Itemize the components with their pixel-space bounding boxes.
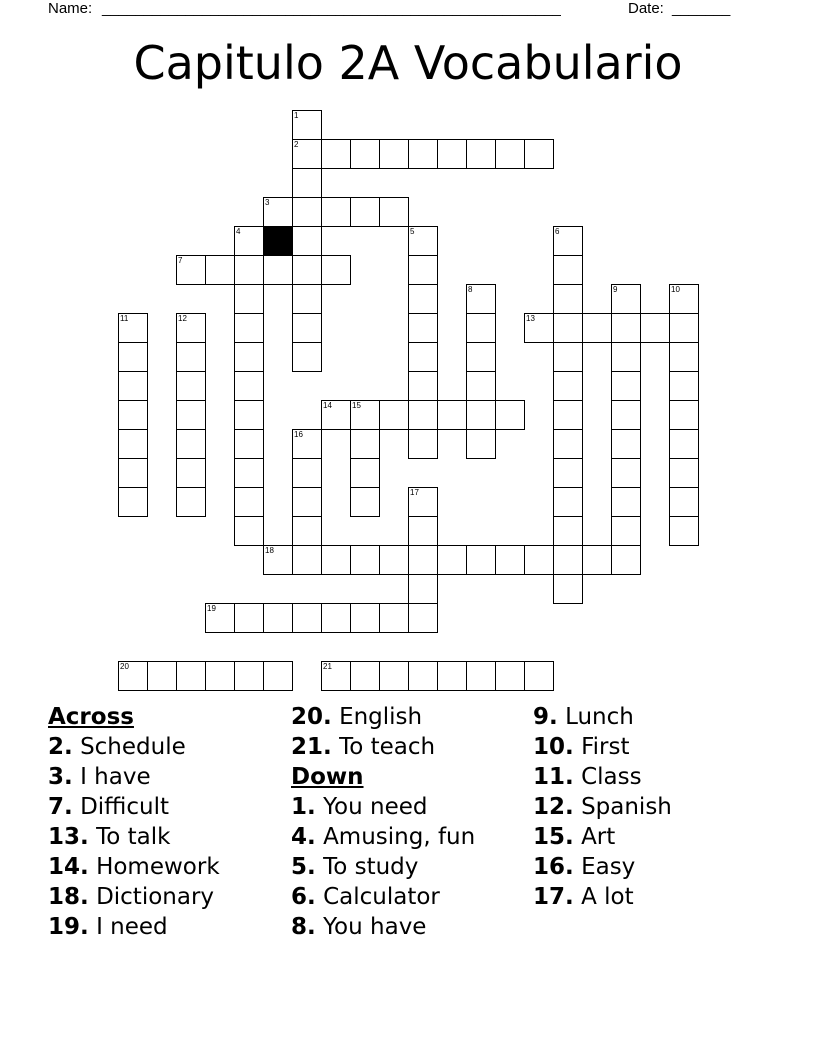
crossword-cell[interactable] <box>466 545 496 575</box>
crossword-cell[interactable] <box>176 255 206 285</box>
clue-number: 10. <box>533 734 574 760</box>
crossword-cell[interactable] <box>234 371 264 401</box>
crossword-cell[interactable] <box>292 139 322 169</box>
crossword-cell[interactable] <box>292 429 322 459</box>
clue-item <box>48 762 220 792</box>
cell-number: 10 <box>671 285 680 294</box>
crossword-cell[interactable] <box>350 545 380 575</box>
crossword-cell[interactable] <box>582 545 612 575</box>
crossword-cell[interactable] <box>437 661 467 691</box>
crossword-cell[interactable] <box>408 371 438 401</box>
crossword-cell[interactable] <box>176 371 206 401</box>
crossword-cell[interactable] <box>553 545 583 575</box>
crossword-cell[interactable] <box>205 661 235 691</box>
clue-item <box>291 912 475 942</box>
crossword-cell[interactable] <box>263 545 293 575</box>
cell-number: 21 <box>323 662 332 671</box>
crossword-cell[interactable] <box>176 429 206 459</box>
crossword-cell[interactable] <box>234 458 264 488</box>
cell-number: 19 <box>207 604 216 613</box>
crossword-cell[interactable] <box>350 603 380 633</box>
clue-item <box>48 732 220 762</box>
crossword-cell[interactable] <box>176 313 206 343</box>
crossword-cell[interactable] <box>263 255 293 285</box>
crossword-cell[interactable] <box>118 661 148 691</box>
crossword-cell[interactable] <box>321 661 351 691</box>
clues-column-3 <box>533 702 672 912</box>
date-field[interactable]: _______ <box>672 0 731 17</box>
crossword-cell[interactable] <box>118 400 148 430</box>
crossword-cell[interactable] <box>669 284 699 314</box>
clue-number: 9. <box>533 704 558 730</box>
clues-column-1 <box>48 702 220 942</box>
clue-item <box>291 792 475 822</box>
crossword-cell[interactable] <box>350 661 380 691</box>
clue-heading: Across <box>48 704 134 730</box>
crossword-cell[interactable] <box>466 429 496 459</box>
clue-number: 19. <box>48 914 89 940</box>
crossword-cell[interactable] <box>553 516 583 546</box>
clue-number: 20. <box>291 704 332 730</box>
crossword-cell[interactable] <box>234 661 264 691</box>
clue-number: 15. <box>533 824 574 850</box>
crossword-cell[interactable] <box>669 487 699 517</box>
black-cell <box>263 226 293 256</box>
crossword-cell[interactable] <box>292 226 322 256</box>
clue-item <box>48 912 220 942</box>
clue-item <box>533 732 672 762</box>
cell-number: 9 <box>613 285 618 294</box>
date-label: Date: <box>628 0 664 17</box>
crossword-cell[interactable] <box>611 371 641 401</box>
crossword-cell[interactable] <box>669 313 699 343</box>
clue-text: Lunch <box>565 704 634 730</box>
crossword-cell[interactable] <box>466 139 496 169</box>
clue-text: To study <box>323 854 419 880</box>
crossword-cell[interactable] <box>292 516 322 546</box>
clue-text: Difficult <box>80 794 170 820</box>
crossword-cell[interactable] <box>292 197 322 227</box>
cell-number: 16 <box>294 430 303 439</box>
crossword-cell[interactable] <box>611 516 641 546</box>
crossword-cell[interactable] <box>495 400 525 430</box>
clue-item <box>48 792 220 822</box>
clue-text: English <box>339 704 423 730</box>
crossword-cell[interactable] <box>379 400 409 430</box>
crossword-cell[interactable] <box>408 661 438 691</box>
clue-number: 2. <box>48 734 73 760</box>
crossword-cell[interactable] <box>350 197 380 227</box>
clue-item <box>48 882 220 912</box>
crossword-cell[interactable] <box>176 400 206 430</box>
crossword-cell[interactable] <box>408 574 438 604</box>
crossword-cell[interactable] <box>553 226 583 256</box>
cell-number: 20 <box>120 662 129 671</box>
cell-number: 15 <box>352 401 361 410</box>
clue-text: Easy <box>581 854 636 880</box>
crossword-cell[interactable] <box>611 284 641 314</box>
crossword-cell[interactable] <box>669 429 699 459</box>
clue-item <box>291 852 475 882</box>
crossword-cell[interactable] <box>292 342 322 372</box>
crossword-cell[interactable] <box>234 284 264 314</box>
crossword-cell[interactable] <box>379 661 409 691</box>
crossword-cell[interactable] <box>611 429 641 459</box>
crossword-cell[interactable] <box>118 487 148 517</box>
crossword-cell[interactable] <box>524 313 554 343</box>
crossword-cell[interactable] <box>408 284 438 314</box>
crossword-cell[interactable] <box>524 545 554 575</box>
crossword-cell[interactable] <box>553 487 583 517</box>
clue-item <box>48 822 220 852</box>
crossword-cell[interactable] <box>292 110 322 140</box>
page-title: Capitulo 2A Vocabulario <box>133 36 683 90</box>
crossword-cell[interactable] <box>292 487 322 517</box>
cell-number: 11 <box>120 314 129 323</box>
crossword-cell[interactable] <box>408 487 438 517</box>
crossword-cell[interactable] <box>350 458 380 488</box>
crossword-cell[interactable] <box>553 400 583 430</box>
clue-number: 3. <box>48 764 73 790</box>
crossword-cell[interactable] <box>524 139 554 169</box>
crossword-cell[interactable] <box>524 661 554 691</box>
crossword-cell[interactable] <box>118 342 148 372</box>
crossword-cell[interactable] <box>553 458 583 488</box>
clue-text: I need <box>96 914 168 940</box>
clue-number: 16. <box>533 854 574 880</box>
clue-item <box>291 732 475 762</box>
clue-number: 17. <box>533 884 574 910</box>
crossword-cell[interactable] <box>466 313 496 343</box>
crossword-cell[interactable] <box>408 516 438 546</box>
crossword-cell[interactable] <box>234 487 264 517</box>
cell-number: 4 <box>236 227 241 236</box>
crossword-cell[interactable] <box>379 603 409 633</box>
crossword-cell[interactable] <box>321 255 351 285</box>
crossword-cell[interactable] <box>408 313 438 343</box>
crossword-cell[interactable] <box>205 255 235 285</box>
cell-number: 2 <box>294 140 299 149</box>
crossword-cell[interactable] <box>582 313 612 343</box>
crossword-cell[interactable] <box>553 313 583 343</box>
crossword-cell[interactable] <box>234 226 264 256</box>
crossword-cell[interactable] <box>437 545 467 575</box>
clue-item <box>533 792 672 822</box>
crossword-cell[interactable] <box>118 429 148 459</box>
crossword-cell[interactable] <box>408 603 438 633</box>
crossword-cell[interactable] <box>118 371 148 401</box>
clue-item <box>533 822 672 852</box>
crossword-cell[interactable] <box>234 313 264 343</box>
clue-text: Schedule <box>80 734 186 760</box>
crossword-cell[interactable] <box>553 284 583 314</box>
clue-text: Spanish <box>581 794 672 820</box>
clue-text: To teach <box>339 734 436 760</box>
crossword-cell[interactable] <box>321 545 351 575</box>
clue-text: Class <box>581 764 642 790</box>
crossword-cell[interactable] <box>118 458 148 488</box>
cell-number: 14 <box>323 401 332 410</box>
clue-text: First <box>581 734 630 760</box>
cell-number: 7 <box>178 256 183 265</box>
crossword-cell[interactable] <box>350 487 380 517</box>
clue-text: Homework <box>96 854 220 880</box>
crossword-cell[interactable] <box>466 661 496 691</box>
crossword-cell[interactable] <box>611 342 641 372</box>
clue-text: You have <box>323 914 427 940</box>
crossword-cell[interactable] <box>350 400 380 430</box>
crossword-cell[interactable] <box>669 342 699 372</box>
crossword-cell[interactable] <box>495 661 525 691</box>
crossword-cell[interactable] <box>408 226 438 256</box>
clue-number: 6. <box>291 884 316 910</box>
clue-number: 11. <box>533 764 574 790</box>
clue-number: 18. <box>48 884 89 910</box>
crossword-cell[interactable] <box>350 139 380 169</box>
clue-number: 21. <box>291 734 332 760</box>
crossword-cell[interactable] <box>379 545 409 575</box>
clue-number: 8. <box>291 914 316 940</box>
clue-number: 5. <box>291 854 316 880</box>
clue-number: 1. <box>291 794 316 820</box>
name-field[interactable]: _______________________________________________________ <box>102 0 561 17</box>
cell-number: 3 <box>265 198 270 207</box>
clue-text: Calculator <box>323 884 440 910</box>
crossword-cell[interactable] <box>321 603 351 633</box>
crossword-cell[interactable] <box>553 371 583 401</box>
crossword-cell[interactable] <box>553 342 583 372</box>
clue-text: You need <box>323 794 428 820</box>
crossword-cell[interactable] <box>234 400 264 430</box>
clue-number: 12. <box>533 794 574 820</box>
clue-text: Amusing, fun <box>323 824 476 850</box>
crossword-cell[interactable] <box>321 139 351 169</box>
clue-text: Dictionary <box>96 884 215 910</box>
crossword-cell[interactable] <box>292 545 322 575</box>
crossword-cell[interactable] <box>408 545 438 575</box>
clue-number: 13. <box>48 824 89 850</box>
crossword-cell[interactable] <box>466 371 496 401</box>
cell-number: 13 <box>526 314 535 323</box>
crossword-cell[interactable] <box>321 197 351 227</box>
crossword-cell[interactable] <box>553 429 583 459</box>
crossword-cell[interactable] <box>176 458 206 488</box>
clue-item <box>533 882 672 912</box>
clue-item <box>291 702 475 732</box>
cell-number: 18 <box>265 546 274 555</box>
crossword-cell[interactable] <box>292 603 322 633</box>
cell-number: 12 <box>178 314 187 323</box>
clue-text: Art <box>581 824 616 850</box>
crossword-cell[interactable] <box>176 487 206 517</box>
crossword-cell[interactable] <box>292 458 322 488</box>
crossword-cell[interactable] <box>669 371 699 401</box>
crossword-cell[interactable] <box>321 400 351 430</box>
crossword-cell[interactable] <box>263 603 293 633</box>
crossword-cell[interactable] <box>292 168 322 198</box>
crossword-cell[interactable] <box>263 661 293 691</box>
crossword-cell[interactable] <box>292 255 322 285</box>
crossword-cell[interactable] <box>350 429 380 459</box>
clue-text: I have <box>80 764 151 790</box>
clue-text: A lot <box>581 884 634 910</box>
clue-text: To talk <box>96 824 171 850</box>
crossword-cell[interactable] <box>379 197 409 227</box>
crossword-cell[interactable] <box>234 342 264 372</box>
crossword-cell[interactable] <box>611 545 641 575</box>
crossword-cell[interactable] <box>408 429 438 459</box>
clue-number: 4. <box>291 824 316 850</box>
clue-number: 7. <box>48 794 73 820</box>
crossword-cell[interactable] <box>408 139 438 169</box>
crossword-cell[interactable] <box>437 139 467 169</box>
crossword-cell[interactable] <box>466 342 496 372</box>
crossword-cell[interactable] <box>466 284 496 314</box>
clue-item <box>48 852 220 882</box>
crossword-cell[interactable] <box>669 400 699 430</box>
crossword-cell[interactable] <box>640 313 670 343</box>
crossword-cell[interactable] <box>408 400 438 430</box>
clue-item <box>533 702 672 732</box>
crossword-cell[interactable] <box>437 400 467 430</box>
crossword-cell[interactable] <box>234 516 264 546</box>
cell-number: 8 <box>468 285 473 294</box>
crossword-cell[interactable] <box>611 487 641 517</box>
crossword-cell[interactable] <box>234 603 264 633</box>
crossword-cell[interactable] <box>205 603 235 633</box>
crossword-cell[interactable] <box>669 458 699 488</box>
crossword-cell[interactable] <box>176 342 206 372</box>
crossword-cell[interactable] <box>553 574 583 604</box>
crossword-cell[interactable] <box>234 429 264 459</box>
crossword-cell[interactable] <box>176 661 206 691</box>
crossword-cell[interactable] <box>553 255 583 285</box>
cell-number: 6 <box>555 227 560 236</box>
clue-item <box>291 822 475 852</box>
name-label: Name: <box>48 0 93 17</box>
clue-item <box>533 762 672 792</box>
clue-item <box>533 852 672 882</box>
crossword-cell[interactable] <box>234 255 264 285</box>
cell-number: 1 <box>294 111 299 120</box>
crossword-cell[interactable] <box>611 458 641 488</box>
crossword-cell[interactable] <box>408 255 438 285</box>
crossword-cell[interactable] <box>147 661 177 691</box>
crossword-cell[interactable] <box>292 284 322 314</box>
clue-item <box>291 882 475 912</box>
crossword-cell[interactable] <box>495 139 525 169</box>
clue-number: 14. <box>48 854 89 880</box>
crossword-cell[interactable] <box>495 545 525 575</box>
cell-number: 17 <box>410 488 419 497</box>
clues-column-2 <box>291 702 475 942</box>
crossword-cell[interactable] <box>379 139 409 169</box>
crossword-cell[interactable] <box>611 400 641 430</box>
clue-heading: Down <box>291 764 364 790</box>
crossword-cell[interactable] <box>292 313 322 343</box>
crossword-cell[interactable] <box>408 342 438 372</box>
crossword-cell[interactable] <box>669 516 699 546</box>
crossword-cell[interactable] <box>118 313 148 343</box>
crossword-cell[interactable] <box>263 197 293 227</box>
crossword-cell[interactable] <box>466 400 496 430</box>
cell-number: 5 <box>410 227 415 236</box>
crossword-cell[interactable] <box>611 313 641 343</box>
